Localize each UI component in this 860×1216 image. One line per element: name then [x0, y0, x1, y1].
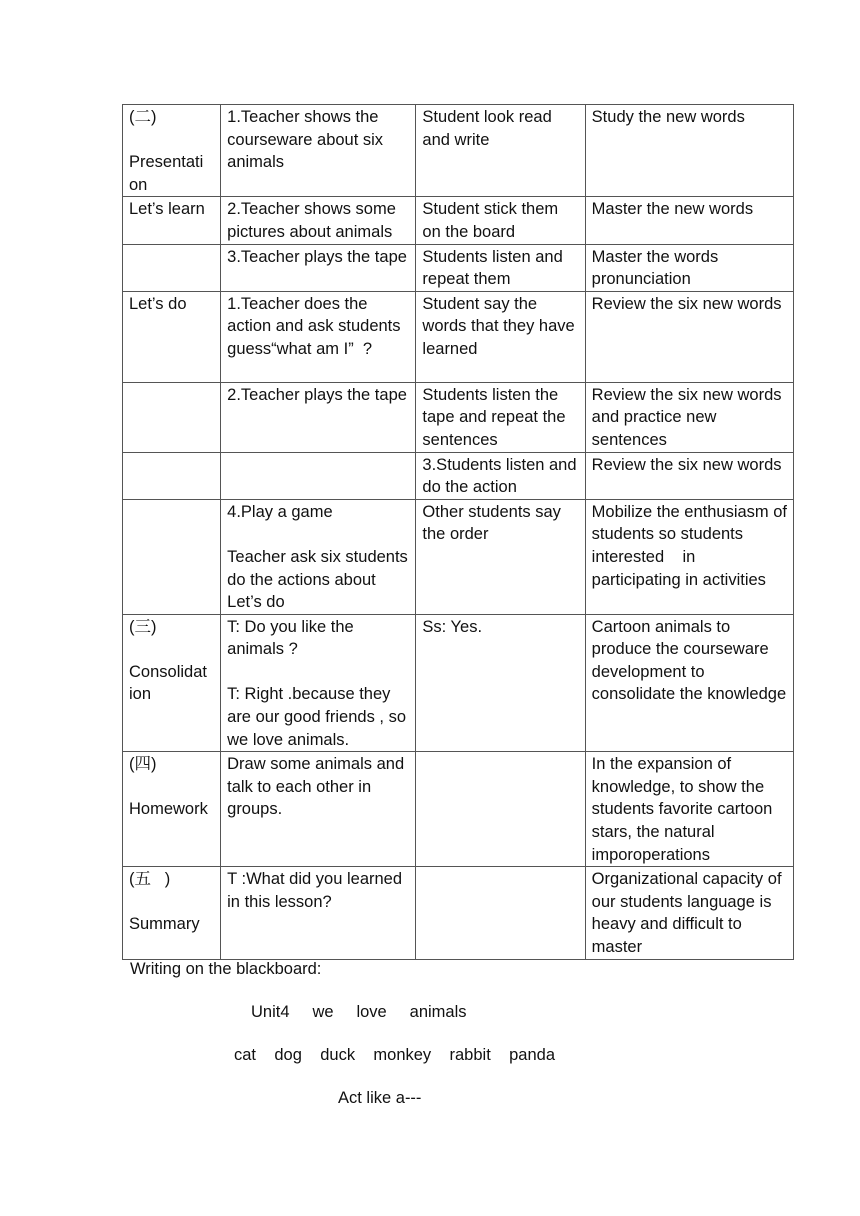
lesson-plan-table [122, 104, 794, 960]
purpose-cell: Organizational capacity of our students language is heavy and difficult to master [585, 867, 793, 959]
table-row [123, 614, 794, 752]
purpose-cell: In the expansion of knowledge, to show the students favorite cartoon stars, the natural imporoperations [585, 752, 793, 867]
purpose-cell: Mobilize the enthusiasm of students so students interested in participating in activities [585, 499, 793, 614]
purpose-cell: Review the six new words [585, 452, 793, 499]
teacher-activity-cell: T :What did you learned in this lesson? [221, 867, 416, 959]
table-row [123, 752, 794, 867]
table-row [123, 867, 794, 959]
student-activity-cell: Other students say the order [416, 499, 585, 614]
student-activity-cell: Student stick them on the board [416, 197, 585, 244]
table-row [123, 499, 794, 614]
purpose-cell: Review the six new words and practice new sentences [585, 382, 793, 452]
teacher-activity-cell: T: Do you like the animals ? T: Right .because they are our good friends , so we love animals. [221, 614, 416, 752]
teacher-activity-cell [221, 452, 416, 499]
teacher-activity-cell: 1.Teacher does the action and ask students guess“what am I” ? [221, 291, 416, 382]
stage-cell: (二) Presentati on [123, 105, 221, 197]
stage-cell [123, 452, 221, 499]
table-body [123, 105, 794, 960]
teacher-activity-cell: 1.Teacher shows the courseware about six animals [221, 105, 416, 197]
table-row [123, 197, 794, 244]
table-row [123, 105, 794, 197]
blackboard-heading: Writing on the blackboard: [130, 960, 322, 978]
teacher-activity-cell: 2.Teacher shows some pictures about animals [221, 197, 416, 244]
stage-cell: (三) Consolidat ion [123, 614, 221, 752]
teacher-activity-cell: Draw some animals and talk to each other in groups. [221, 752, 416, 867]
teacher-activity-cell: 2.Teacher plays the tape [221, 382, 416, 452]
student-activity-cell: Ss: Yes. [416, 614, 585, 752]
table-row [123, 291, 794, 382]
blackboard-word-list: cat dog duck monkey rabbit panda [234, 1046, 556, 1064]
purpose-cell: Review the six new words [585, 291, 793, 382]
stage-cell [123, 499, 221, 614]
purpose-cell: Cartoon animals to produce the courseware development to consolidate the knowledge [585, 614, 793, 752]
stage-cell [123, 382, 221, 452]
stage-cell: Let’s do [123, 291, 221, 382]
student-activity-cell [416, 867, 585, 959]
student-activity-cell: Student look read and write [416, 105, 585, 197]
stage-cell: Let’s learn [123, 197, 221, 244]
purpose-cell: Master the new words [585, 197, 793, 244]
table-row [123, 382, 794, 452]
teacher-activity-cell: 3.Teacher plays the tape [221, 244, 416, 291]
stage-cell [123, 244, 221, 291]
table-row [123, 244, 794, 291]
teacher-activity-cell: 4.Play a game Teacher ask six students do the actions about Let’s do [221, 499, 416, 614]
table-row [123, 452, 794, 499]
stage-cell: (四) Homework [123, 752, 221, 867]
student-activity-cell: Student say the words that they have learned [416, 291, 585, 382]
student-activity-cell: Students listen the tape and repeat the sentences [416, 382, 585, 452]
purpose-cell: Study the new words [585, 105, 793, 197]
blackboard-unit-title: Unit4 we love animals [251, 1003, 467, 1021]
student-activity-cell [416, 752, 585, 867]
student-activity-cell: Students listen and repeat them [416, 244, 585, 291]
purpose-cell: Master the words pronunciation [585, 244, 793, 291]
student-activity-cell: 3.Students listen and do the action [416, 452, 585, 499]
blackboard-phrase: Act like a--- [338, 1089, 422, 1107]
stage-cell: (五 ) Summary [123, 867, 221, 959]
